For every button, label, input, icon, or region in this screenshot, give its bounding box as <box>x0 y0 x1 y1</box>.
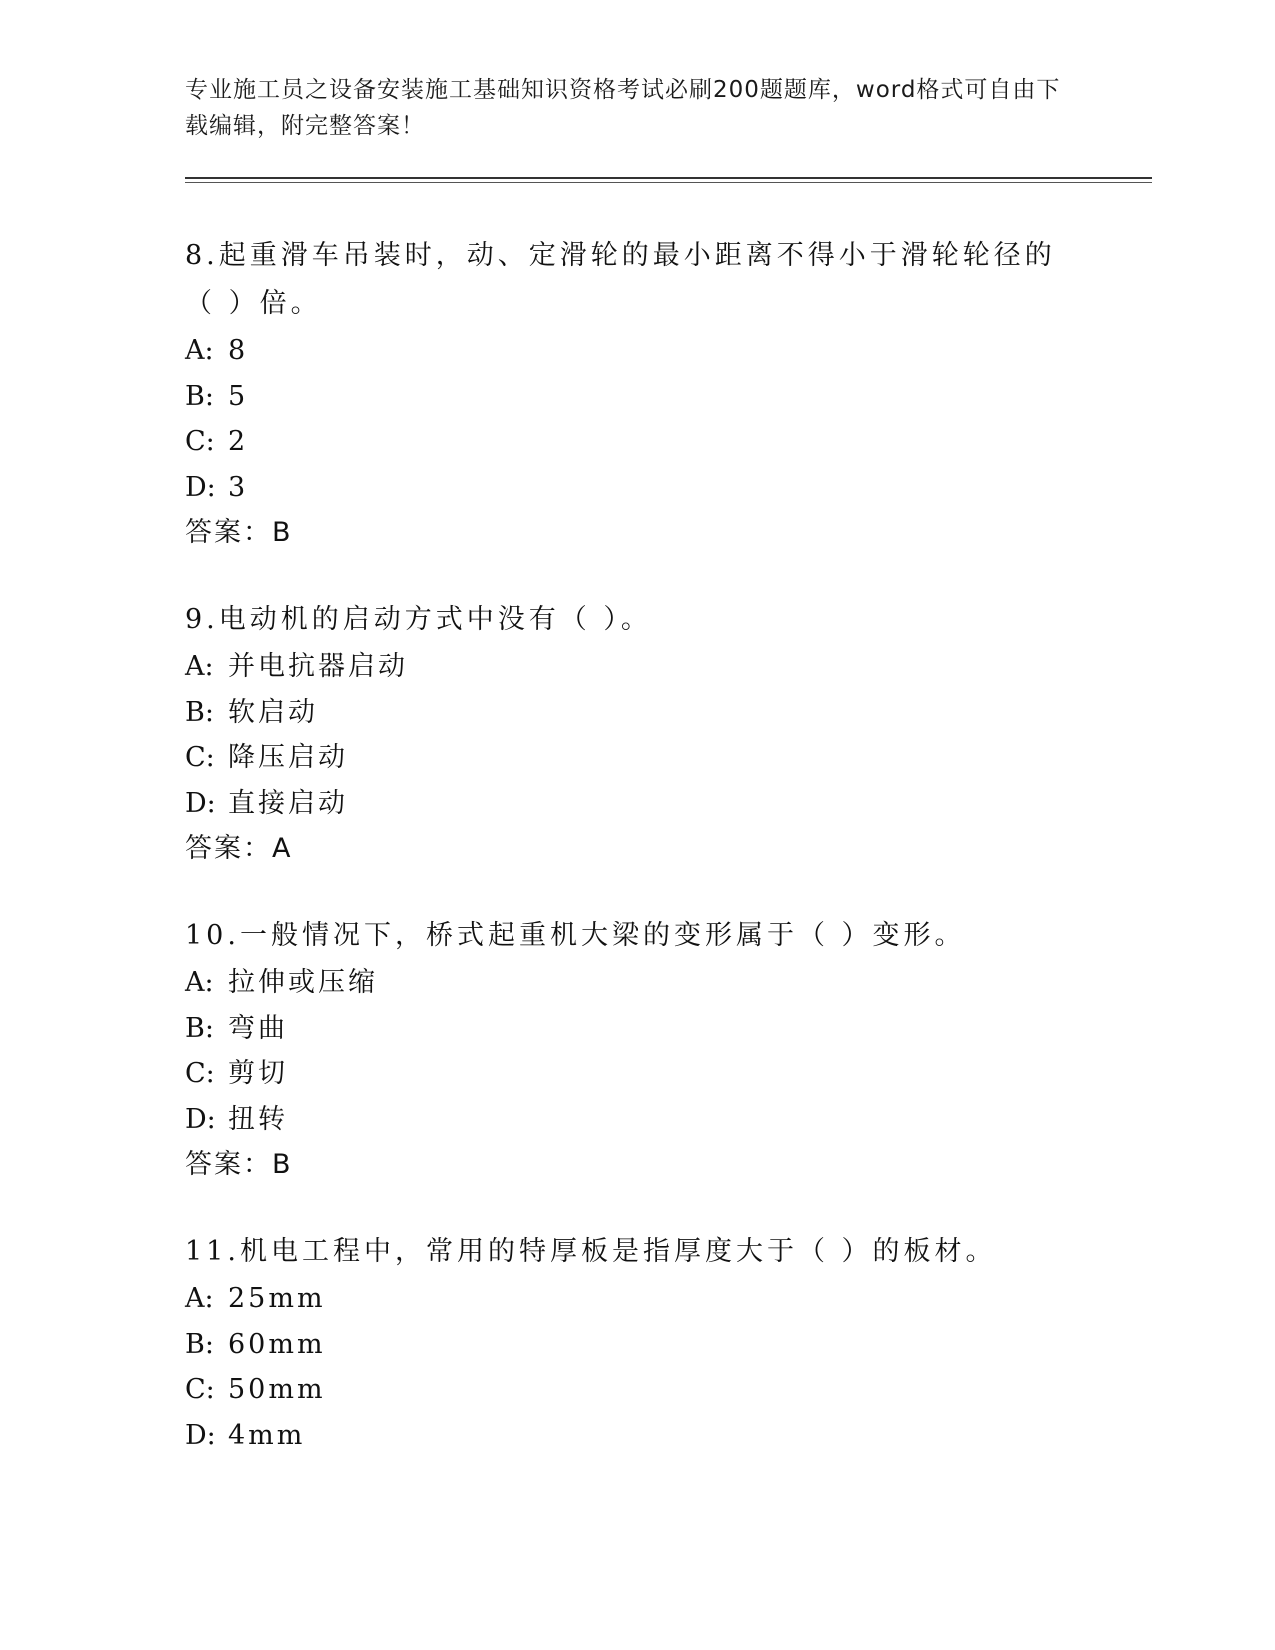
option-letter: D: <box>185 1103 216 1135</box>
option-letter: C: <box>185 1058 215 1089</box>
option-d <box>185 781 1085 827</box>
option-b <box>185 1322 1085 1368</box>
option-text: 25mm <box>228 1283 326 1314</box>
option-letter: A: <box>185 335 214 366</box>
header-divider-thick <box>185 177 1152 179</box>
option-letter: D: <box>185 1419 216 1451</box>
option-c <box>185 735 1085 781</box>
option-text: 60mm <box>228 1328 326 1360</box>
option-text: 拉伸或压缩 <box>228 967 378 998</box>
option-b <box>185 1006 1085 1052</box>
option-text: 8 <box>228 335 249 366</box>
option-text: 3 <box>228 471 249 503</box>
question-8 <box>185 232 1085 556</box>
option-letter: D: <box>185 471 216 503</box>
option-c <box>185 419 1085 465</box>
question-stem: 11.机电工程中，常用的特厚板是指厚度大于（ ）的板材。 <box>185 1236 997 1267</box>
question-9 <box>185 596 1085 872</box>
option-a <box>185 328 1085 374</box>
header-divider-thin <box>185 182 1152 183</box>
option-text: 降压启动 <box>228 742 348 773</box>
question-stem: 10.一般情况下，桥式起重机大梁的变形属于（ ）变形。 <box>185 920 966 951</box>
option-text: 2 <box>228 426 249 457</box>
question-10 <box>185 912 1085 1188</box>
option-b <box>185 690 1085 736</box>
option-letter: D: <box>185 787 216 819</box>
option-d <box>185 1097 1085 1143</box>
document-header: 专业施工员之设备安装施工基础知识资格考试必刷200题题库，word格式可自由下载编辑，附完整答案！ <box>185 77 1061 139</box>
question-list <box>185 232 1085 1498</box>
option-letter: A: <box>185 651 214 682</box>
option-text: 50mm <box>228 1374 326 1405</box>
option-letter: B: <box>185 1012 214 1044</box>
option-letter: B: <box>185 696 214 728</box>
option-text: 剪切 <box>228 1058 288 1089</box>
option-c <box>185 1051 1085 1097</box>
option-c <box>185 1367 1085 1413</box>
option-letter: C: <box>185 426 215 457</box>
question-11 <box>185 1228 1085 1458</box>
answer-line: 答案：A <box>185 833 293 864</box>
option-letter: B: <box>185 380 214 412</box>
option-a <box>185 644 1085 690</box>
option-letter: C: <box>185 1374 215 1405</box>
option-text: 并电抗器启动 <box>228 651 408 682</box>
option-letter: B: <box>185 1328 214 1360</box>
option-a <box>185 960 1085 1006</box>
option-a <box>185 1276 1085 1322</box>
option-b <box>185 374 1085 420</box>
option-d <box>185 465 1085 511</box>
answer-line: 答案：B <box>185 1149 293 1180</box>
option-text: 直接启动 <box>228 787 348 819</box>
option-text: 软启动 <box>228 696 318 728</box>
option-letter: C: <box>185 742 215 773</box>
option-text: 弯曲 <box>228 1012 288 1044</box>
question-stem: 9.电动机的启动方式中没有（ ）。 <box>185 604 652 635</box>
option-text: 5 <box>228 380 249 412</box>
option-letter: A: <box>185 1283 214 1314</box>
answer-line: 答案：B <box>185 517 293 548</box>
question-stem: 8.起重滑车吊装时，动、定滑轮的最小距离不得小于滑轮轮径的（ ）倍。 <box>185 240 1056 319</box>
option-text: 扭转 <box>228 1103 288 1135</box>
option-d <box>185 1413 1085 1459</box>
option-letter: A: <box>185 967 214 998</box>
option-text: 4mm <box>228 1419 306 1451</box>
